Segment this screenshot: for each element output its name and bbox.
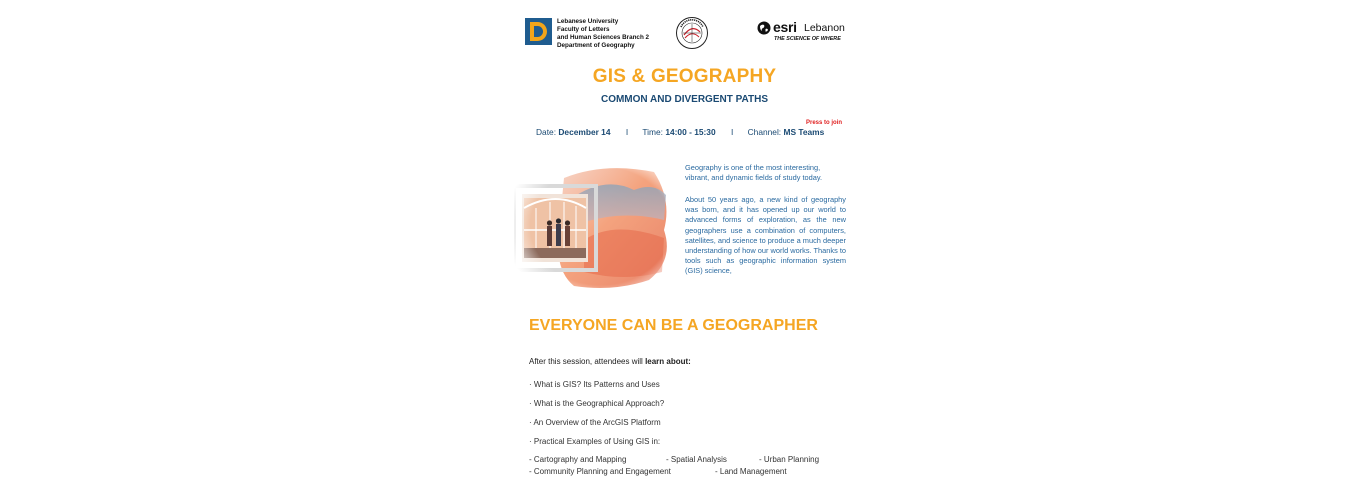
- hero-image: [514, 160, 672, 292]
- university-line-3: and Human Sciences Branch 2: [557, 34, 650, 41]
- example-item: - Cartography and Mapping: [529, 455, 627, 464]
- intro-paragraph-1: Geography is one of the most interesting, vibrant, and dynamic fields of study today.: [685, 163, 823, 183]
- list-item: · What is GIS? Its Patterns and Uses: [529, 380, 660, 389]
- lead-text: After this session, attendees will: [529, 357, 646, 366]
- list-item: · An Overview of the ArcGIS Platform: [529, 418, 661, 427]
- list-item: · Practical Examples of Using GIS in:: [529, 437, 661, 446]
- intro-paragraph-2: About 50 years ago, a new kind of geography was born, and it has opened up our world to advanced forms of exploration, as the new geographers use a combination of computers, satellites, and science to produce a much deeper understanding of how our world works. Thanks to tools such as geographic information system (GIS) science,: [685, 195, 846, 276]
- list-item: · What is the Geographical Approach?: [529, 399, 665, 408]
- esri-globe-logo: [757, 21, 771, 35]
- page-subtitle: COMMON AND DIVERGENT PATHS: [600, 94, 769, 105]
- university-line-2: Faculty of Letters: [557, 26, 610, 33]
- esri-country: Lebanon: [804, 22, 845, 34]
- example-item: - Urban Planning: [759, 455, 820, 464]
- channel-label: Channel:: [747, 127, 782, 137]
- lebanese-university-logo: [525, 18, 552, 45]
- example-item: - Land Management: [715, 467, 787, 476]
- university-line-1: Lebanese University: [557, 18, 619, 25]
- university-line-4: Department of Geography: [557, 42, 635, 49]
- example-item: - Community Planning and Engagement: [529, 467, 671, 476]
- time-value: 14:00 - 15:30: [665, 127, 716, 137]
- example-item: - Spatial Analysis: [666, 455, 727, 464]
- lead-bold: learn about:: [645, 357, 691, 366]
- section-headline: EVERYONE CAN BE A GEOGRAPHER: [529, 317, 818, 334]
- event-info-bar: [536, 127, 824, 137]
- page-title: GIS & GEOGRAPHY: [592, 66, 777, 87]
- time-label: Time:: [642, 127, 663, 137]
- channel-value[interactable]: MS Teams: [783, 127, 825, 137]
- separator: I: [730, 127, 734, 137]
- separator: I: [625, 127, 629, 137]
- date-label: Date:: [536, 127, 557, 137]
- geospatial-lab-logo: [675, 16, 709, 50]
- university-name: [557, 18, 649, 50]
- date-value: December 14: [558, 127, 611, 137]
- esri-wordmark: esri: [773, 19, 797, 35]
- event-flyer: [512, 0, 857, 501]
- session-lead: [529, 357, 691, 366]
- press-to-join-link[interactable]: Press to join: [806, 120, 843, 126]
- esri-tagline: THE SCIENCE OF WHERE: [774, 36, 841, 42]
